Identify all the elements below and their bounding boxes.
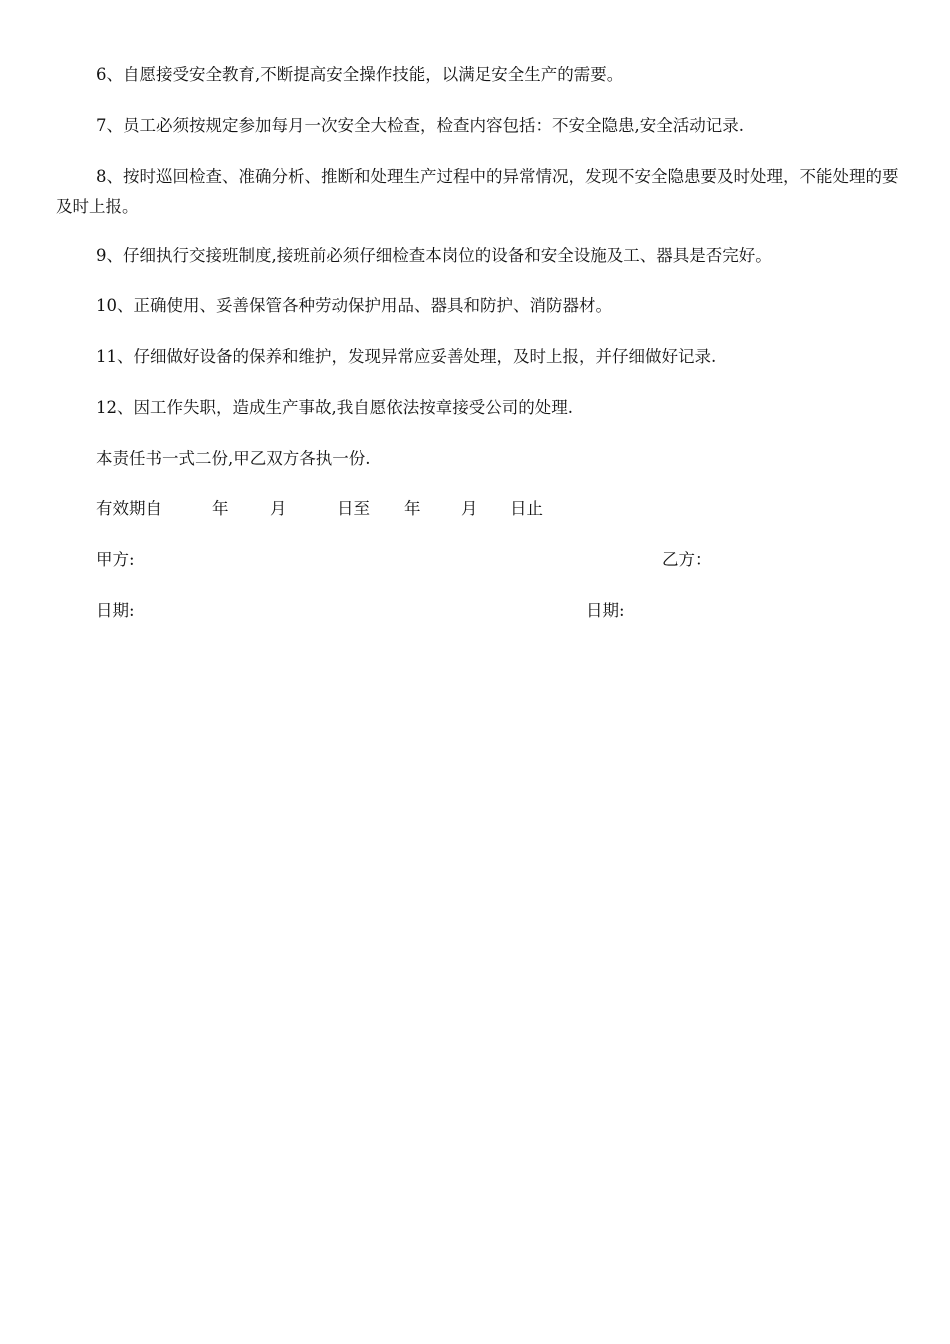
- party-b-label: 乙方：: [662, 550, 712, 569]
- clause-8: 8、按时巡回检查、准确分析、推断和处理生产过程中的异常情况，发现不安全隐患要及时处理，不能处理的要及时上报。: [56, 167, 899, 216]
- validity-day-end: 日止: [510, 499, 543, 518]
- clause-9: 9、仔细执行交接班制度,接班前必须仔细检查本岗位的设备和安全设施及工、器具是否完好。: [96, 246, 772, 265]
- clause-6: 6、自愿接受安全教育,不断提高安全操作技能，以满足安全生产的需要。: [96, 65, 624, 84]
- clause-7: 7、员工必须按规定参加每月一次安全大检查，检查内容包括：不安全隐患,安全活动记录.: [96, 116, 744, 135]
- date-a-label: 日期:: [96, 601, 135, 620]
- validity-year-2: 年: [404, 499, 421, 518]
- copies-note: 本责任书一式二份,甲乙双方各执一份.: [96, 449, 371, 468]
- clause-12: 12、因工作失职，造成生产事故,我自愿依法按章接受公司的处理.: [96, 398, 573, 417]
- validity-day-to: 日至: [337, 499, 370, 518]
- validity-month-1: 月: [270, 499, 287, 518]
- clause-11: 11、仔细做好设备的保养和维护，发现异常应妥善处理，及时上报，并仔细做好记录.: [96, 347, 717, 366]
- party-a-label: 甲方:: [96, 550, 135, 569]
- date-b-label: 日期:: [586, 601, 625, 620]
- clause-10: 10、正确使用、妥善保管各种劳动保护用品、器具和防护、消防器材。: [96, 296, 612, 315]
- validity-year-1: 年: [212, 499, 229, 518]
- validity-prefix: 有效期自: [96, 499, 162, 518]
- validity-month-2: 月: [461, 499, 478, 518]
